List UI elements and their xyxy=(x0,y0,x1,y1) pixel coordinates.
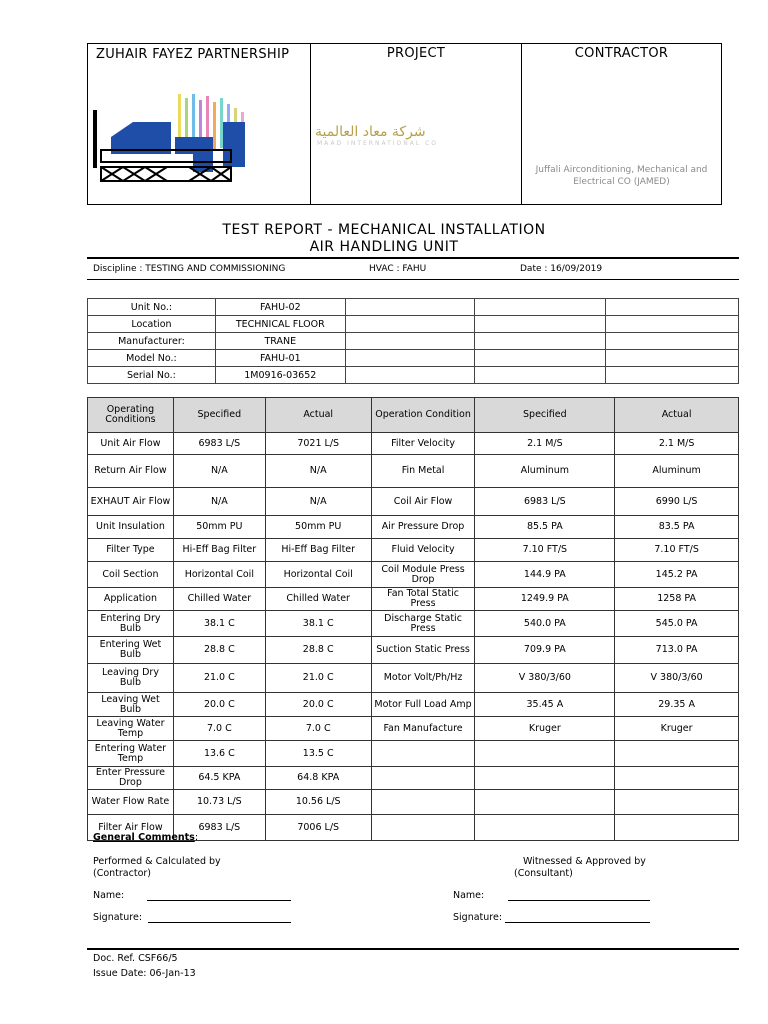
condition-label xyxy=(371,767,475,790)
condition-label: Return Air Flow xyxy=(88,455,174,488)
contractor-name-label: Name: xyxy=(93,890,125,901)
unit-info-value: FAHU-02 xyxy=(215,299,345,316)
table-cell: 1258 PA xyxy=(615,588,739,611)
table-row xyxy=(88,790,739,815)
hvac-text: HVAC : FAHU xyxy=(369,264,427,274)
empty-cell xyxy=(345,316,475,333)
table-cell: 13.5 C xyxy=(265,741,371,767)
project-logo-arabic: شركة معاد العالمية xyxy=(315,124,426,140)
table-cell: Chilled Water xyxy=(173,588,265,611)
condition-label: Fluid Velocity xyxy=(371,539,475,562)
unit-info-label: Manufacturer: xyxy=(88,333,216,350)
unit-info-label: Unit No.: xyxy=(88,299,216,316)
table-cell: 38.1 C xyxy=(265,611,371,637)
empty-cell xyxy=(606,316,739,333)
date-text: Date : 16/09/2019 xyxy=(520,264,603,274)
empty-cell xyxy=(606,367,739,384)
table-cell: 64.8 KPA xyxy=(265,767,371,790)
table-row xyxy=(88,588,739,611)
condition-label: Enter Pressure Drop xyxy=(88,767,174,790)
condition-label: Filter Air Flow xyxy=(88,815,174,841)
contractor-label: CONTRACTOR xyxy=(574,46,669,61)
divider xyxy=(87,279,739,280)
table-cell xyxy=(475,767,615,790)
table-cell: 38.1 C xyxy=(173,611,265,637)
condition-label: Coil Module Press Drop xyxy=(371,562,475,588)
table-cell: V 380/3/60 xyxy=(475,664,615,693)
table-cell: Aluminum xyxy=(615,455,739,488)
table-cell: 7.10 FT/S xyxy=(615,539,739,562)
table-cell: 83.5 PA xyxy=(615,516,739,539)
contractor-name-line xyxy=(147,900,291,901)
empty-cell xyxy=(345,333,475,350)
project-label: PROJECT xyxy=(386,46,446,61)
table-row xyxy=(88,741,739,767)
consultant-signature-label: Signature: xyxy=(453,912,503,923)
contractor-signature-line xyxy=(148,922,291,923)
column-header: Operating Conditions xyxy=(88,398,174,433)
empty-cell xyxy=(345,299,475,316)
contractor-signature-label: Signature: xyxy=(93,912,143,923)
condition-label xyxy=(371,815,475,841)
table-cell: 21.0 C xyxy=(173,664,265,693)
table-cell xyxy=(615,767,739,790)
table-cell: N/A xyxy=(265,488,371,516)
table-cell: 10.73 L/S xyxy=(173,790,265,815)
empty-cell xyxy=(475,367,606,384)
condition-label: Fan Manufacture xyxy=(371,717,475,741)
table-cell: 545.0 PA xyxy=(615,611,739,637)
table-cell: 29.35 A xyxy=(615,693,739,717)
table-cell: 7.0 C xyxy=(173,717,265,741)
table-cell xyxy=(615,790,739,815)
table-cell: 2.1 M/S xyxy=(475,433,615,455)
condition-label: Entering Dry Bulb xyxy=(88,611,174,637)
empty-cell xyxy=(606,350,739,367)
table-row xyxy=(88,693,739,717)
empty-cell xyxy=(606,333,739,350)
unit-info-row xyxy=(88,299,739,316)
condition-label: Coil Air Flow xyxy=(371,488,475,516)
empty-cell xyxy=(475,299,606,316)
consultant-signature-line xyxy=(505,922,650,923)
table-cell: Hi-Eff Bag Filter xyxy=(173,539,265,562)
table-cell: 64.5 KPA xyxy=(173,767,265,790)
condition-label: Entering Wet Bulb xyxy=(88,637,174,664)
table-cell xyxy=(475,790,615,815)
table-cell: V 380/3/60 xyxy=(615,664,739,693)
table-cell: 20.0 C xyxy=(265,693,371,717)
table-cell: 50mm PU xyxy=(173,516,265,539)
table-cell: 2.1 M/S xyxy=(615,433,739,455)
unit-info-row xyxy=(88,333,739,350)
table-cell: 144.9 PA xyxy=(475,562,615,588)
empty-cell xyxy=(475,333,606,350)
condition-label: Leaving Water Temp xyxy=(88,717,174,741)
empty-cell xyxy=(345,367,475,384)
table-cell: 7.10 FT/S xyxy=(475,539,615,562)
table-cell: N/A xyxy=(173,488,265,516)
table-cell: 7021 L/S xyxy=(265,433,371,455)
footer-divider xyxy=(87,948,739,950)
company-name: ZUHAIR FAYEZ PARTNERSHIP xyxy=(96,47,290,62)
table-cell: 85.5 PA xyxy=(475,516,615,539)
condition-label: Fin Metal xyxy=(371,455,475,488)
issue-date: Issue Date: 06-Jan-13 xyxy=(93,968,196,979)
table-cell: 28.8 C xyxy=(265,637,371,664)
doc-ref: Doc. Ref. CSF66/5 xyxy=(93,953,178,964)
table-cell: 6983 L/S xyxy=(173,815,265,841)
table-cell: 28.8 C xyxy=(173,637,265,664)
unit-info-row xyxy=(88,350,739,367)
general-comments xyxy=(93,832,198,843)
condition-label: Suction Static Press xyxy=(371,637,475,664)
table-cell: 6990 L/S xyxy=(615,488,739,516)
condition-label: Motor Volt/Ph/Hz xyxy=(371,664,475,693)
table-cell: 50mm PU xyxy=(265,516,371,539)
table-row xyxy=(88,455,739,488)
table-cell: 145.2 PA xyxy=(615,562,739,588)
condition-label: Coil Section xyxy=(88,562,174,588)
table-cell: 709.9 PA xyxy=(475,637,615,664)
table-row xyxy=(88,488,739,516)
table-cell: Horizontal Coil xyxy=(173,562,265,588)
table-cell: 713.0 PA xyxy=(615,637,739,664)
company-logo xyxy=(93,92,258,187)
table-cell: 21.0 C xyxy=(265,664,371,693)
project-cell xyxy=(311,44,522,204)
condition-label: Discharge Static Press xyxy=(371,611,475,637)
unit-info-value: TECHNICAL FLOOR xyxy=(215,316,345,333)
condition-label: Filter Velocity xyxy=(371,433,475,455)
condition-label: Entering Water Temp xyxy=(88,741,174,767)
table-row xyxy=(88,539,739,562)
column-header: Operation Condition xyxy=(371,398,475,433)
table-row xyxy=(88,767,739,790)
table-cell: N/A xyxy=(173,455,265,488)
condition-label: Application xyxy=(88,588,174,611)
table-header-row xyxy=(88,398,739,433)
condition-label: Fan Total Static Press xyxy=(371,588,475,611)
unit-info-label: Model No.: xyxy=(88,350,216,367)
consultant-name-label: Name: xyxy=(453,890,485,901)
operating-conditions-table xyxy=(87,397,739,841)
document-header xyxy=(87,43,722,205)
condition-label: Water Flow Rate xyxy=(88,790,174,815)
unit-info-label: Location xyxy=(88,316,216,333)
table-row xyxy=(88,611,739,637)
table-cell: Horizontal Coil xyxy=(265,562,371,588)
condition-label: Leaving Dry Bulb xyxy=(88,664,174,693)
table-cell: 6983 L/S xyxy=(475,488,615,516)
table-row xyxy=(88,664,739,693)
column-header: Specified xyxy=(475,398,615,433)
table-cell: Aluminum xyxy=(475,455,615,488)
table-row xyxy=(88,562,739,588)
table-cell: Kruger xyxy=(475,717,615,741)
report-title: TEST REPORT - MECHANICAL INSTALLATION xyxy=(222,222,546,238)
contractor-name: Juffali Airconditioning, Mechanical and Electrical CO (JAMED) xyxy=(535,165,708,187)
column-header: Specified xyxy=(173,398,265,433)
table-cell: Chilled Water xyxy=(265,588,371,611)
unit-info-row xyxy=(88,367,739,384)
condition-label: Unit Insulation xyxy=(88,516,174,539)
performed-line2: (Contractor) xyxy=(93,868,151,879)
table-cell xyxy=(475,741,615,767)
table-cell: 35.45 A xyxy=(475,693,615,717)
unit-info-table xyxy=(87,298,739,384)
table-cell: 1249.9 PA xyxy=(475,588,615,611)
company-cell xyxy=(88,44,311,204)
empty-cell xyxy=(475,350,606,367)
report-subtitle: AIR HANDLING UNIT xyxy=(309,239,459,255)
table-cell: 7006 L/S xyxy=(265,815,371,841)
unit-info-value: FAHU-01 xyxy=(215,350,345,367)
table-cell: 6983 L/S xyxy=(173,433,265,455)
contractor-cell xyxy=(522,44,721,204)
table-cell: 20.0 C xyxy=(173,693,265,717)
condition-label: EXHAUT Air Flow xyxy=(88,488,174,516)
table-cell xyxy=(615,815,739,841)
table-cell xyxy=(475,815,615,841)
table-row xyxy=(88,433,739,455)
table-cell: N/A xyxy=(265,455,371,488)
unit-info-value: 1M0916-03652 xyxy=(215,367,345,384)
table-row xyxy=(88,717,739,741)
table-cell: Kruger xyxy=(615,717,739,741)
empty-cell xyxy=(345,350,475,367)
general-comments-colon: : xyxy=(194,832,199,843)
witnessed-line2: (Consultant) xyxy=(514,868,573,879)
table-cell: 7.0 C xyxy=(265,717,371,741)
condition-label: Motor Full Load Amp xyxy=(371,693,475,717)
performed-line1: Performed & Calculated by xyxy=(93,856,221,867)
general-comments-heading: General Comments xyxy=(93,832,195,843)
column-header: Actual xyxy=(265,398,371,433)
empty-cell xyxy=(475,316,606,333)
consultant-name-line xyxy=(508,900,650,901)
column-header: Actual xyxy=(615,398,739,433)
condition-label: Unit Air Flow xyxy=(88,433,174,455)
unit-info-label: Serial No.: xyxy=(88,367,216,384)
table-cell: 13.6 C xyxy=(173,741,265,767)
table-cell: 540.0 PA xyxy=(475,611,615,637)
witnessed-line1: Witnessed & Approved by xyxy=(523,856,646,867)
discipline-text: Discipline : TESTING AND COMMISSIONING xyxy=(93,264,286,274)
divider xyxy=(87,257,739,259)
table-cell xyxy=(615,741,739,767)
unit-info-value: TRANE xyxy=(215,333,345,350)
condition-label: Filter Type xyxy=(88,539,174,562)
unit-info-row xyxy=(88,316,739,333)
condition-label: Air Pressure Drop xyxy=(371,516,475,539)
table-cell: 10.56 L/S xyxy=(265,790,371,815)
condition-label xyxy=(371,790,475,815)
empty-cell xyxy=(606,299,739,316)
table-cell: Hi-Eff Bag Filter xyxy=(265,539,371,562)
project-logo-latin: MAAD INTERNATIONAL CO xyxy=(317,140,439,147)
condition-label: Leaving Wet Bulb xyxy=(88,693,174,717)
table-row xyxy=(88,637,739,664)
condition-label xyxy=(371,741,475,767)
table-row xyxy=(88,516,739,539)
